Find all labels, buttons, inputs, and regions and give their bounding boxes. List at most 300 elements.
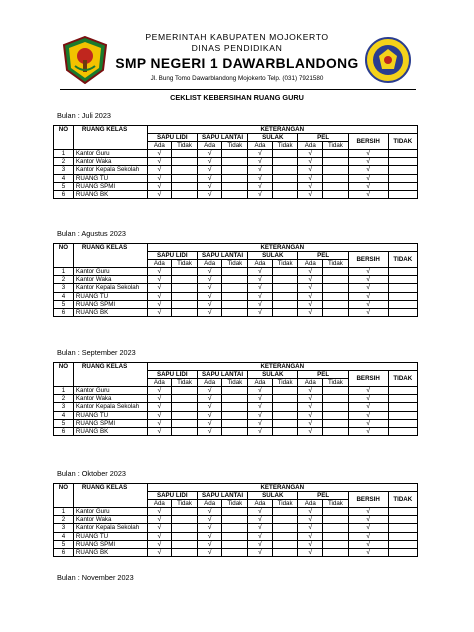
empty-cell [272,150,298,158]
check-mark: √ [147,411,172,419]
check-mark: √ [147,387,172,395]
empty-cell [272,532,298,540]
check-mark: √ [147,268,172,276]
empty-cell [272,403,298,412]
check-mark: √ [248,395,273,403]
header-tidak-sub: Tidak [172,260,198,268]
check-mark: √ [298,174,323,182]
table-row [54,308,418,316]
empty-cell [172,395,198,403]
row-number: 4 [54,411,74,419]
check-mark: √ [348,403,388,412]
header-keterangan: KETERANGAN [147,363,417,371]
row-room-name: Kantor Guru [73,508,147,516]
month-label-footer: Bulan : November 2023 [57,573,134,582]
table-header-row [54,484,418,492]
header-ada: Ada [248,500,273,508]
empty-cell [388,387,417,395]
table-row [54,300,418,308]
row-number: 6 [54,548,74,556]
check-mark: √ [197,540,222,548]
table-row [54,403,418,412]
check-mark: √ [147,308,172,316]
check-mark: √ [248,548,273,556]
empty-cell [323,308,349,316]
check-mark: √ [298,276,323,284]
school-address: Jl. Bung Tomo Dawarblandong Mojokerto Telp. (031) 7921580 [150,75,324,82]
empty-cell [388,411,417,419]
empty-cell [272,524,298,533]
header-ada: Ada [298,500,323,508]
check-mark: √ [147,190,172,198]
table-row [54,524,418,533]
header-keterangan: KETERANGAN [147,244,417,252]
table-row [54,419,418,427]
empty-cell [172,284,198,293]
empty-cell [388,403,417,412]
check-mark: √ [348,190,388,198]
empty-cell [172,516,198,524]
row-number: 2 [54,276,74,284]
school-name: SMP NEGERI 1 DAWARBLANDONG [115,56,359,71]
header-pel: PEL [298,371,348,379]
row-number: 4 [54,174,74,182]
letterhead [62,30,414,90]
row-room-name: RUANG BK [73,427,147,435]
row-number: 5 [54,300,74,308]
empty-cell [323,284,349,293]
row-number: 2 [54,158,74,166]
empty-cell [222,427,248,435]
empty-cell [222,158,248,166]
empty-cell [388,276,417,284]
empty-cell [388,419,417,427]
check-mark: √ [348,427,388,435]
row-room-name: Kantor Waka [73,276,147,284]
header-sulak: SULAK [248,252,298,260]
table-row [54,276,418,284]
header-tidak-sub: Tidak [222,500,248,508]
table-row [54,158,418,166]
empty-cell [172,540,198,548]
check-mark: √ [298,268,323,276]
header-ada: Ada [147,379,172,387]
empty-cell [388,427,417,435]
empty-cell [272,276,298,284]
check-mark: √ [197,532,222,540]
header-bersih: BERSIH [348,492,388,508]
empty-cell [172,308,198,316]
check-mark: √ [248,158,273,166]
empty-cell [323,150,349,158]
check-mark: √ [348,524,388,533]
header-line-government: PEMERINTAH KABUPATEN MOJOKERTO [145,32,329,42]
checklist-table [53,125,418,199]
empty-cell [222,395,248,403]
check-mark: √ [147,524,172,533]
check-mark: √ [298,524,323,533]
empty-cell [388,395,417,403]
check-mark: √ [348,395,388,403]
empty-cell [172,411,198,419]
check-mark: √ [298,516,323,524]
check-mark: √ [348,411,388,419]
empty-cell [388,548,417,556]
table-row [54,411,418,419]
check-mark: √ [298,403,323,412]
header-tidak-sub: Tidak [272,500,298,508]
empty-cell [323,540,349,548]
check-mark: √ [147,508,172,516]
check-mark: √ [147,292,172,300]
check-mark: √ [298,308,323,316]
table-row [54,395,418,403]
check-mark: √ [298,508,323,516]
check-mark: √ [298,540,323,548]
empty-cell [388,268,417,276]
header-tidak-sub: Tidak [222,379,248,387]
header-room: RUANG KELAS [73,484,147,508]
header-sapu-lidi: SAPU LIDI [147,492,197,500]
check-mark: √ [147,166,172,175]
header-ada: Ada [298,379,323,387]
empty-cell [323,268,349,276]
empty-cell [323,300,349,308]
row-number: 2 [54,516,74,524]
empty-cell [222,387,248,395]
row-number: 5 [54,182,74,190]
empty-cell [272,268,298,276]
header-pel: PEL [298,492,348,500]
row-number: 6 [54,308,74,316]
check-mark: √ [197,387,222,395]
check-mark: √ [348,276,388,284]
row-room-name: Kantor Guru [73,387,147,395]
table-row [54,292,418,300]
row-room-name: Kantor Kepala Sekolah [73,403,147,412]
header-ada: Ada [197,260,222,268]
empty-cell [222,411,248,419]
empty-cell [172,276,198,284]
empty-cell [222,524,248,533]
checklist-table [53,483,418,557]
check-mark: √ [147,158,172,166]
row-number: 4 [54,292,74,300]
empty-cell [388,516,417,524]
check-mark: √ [197,182,222,190]
header-tidak: TIDAK [388,252,417,268]
empty-cell [272,166,298,175]
empty-cell [172,524,198,533]
check-mark: √ [248,166,273,175]
header-tidak-sub: Tidak [272,142,298,150]
header-no: NO [54,126,74,150]
empty-cell [222,532,248,540]
check-mark: √ [197,276,222,284]
check-mark: √ [197,524,222,533]
empty-cell [222,540,248,548]
school-logo-icon [364,36,412,84]
empty-cell [272,182,298,190]
empty-cell [388,508,417,516]
empty-cell [323,508,349,516]
header-tidak: TIDAK [388,371,417,387]
check-mark: √ [348,158,388,166]
check-mark: √ [348,182,388,190]
check-mark: √ [298,395,323,403]
row-room-name: RUANG TU [73,532,147,540]
check-mark: √ [197,190,222,198]
check-mark: √ [348,150,388,158]
empty-cell [222,150,248,158]
header-tidak-sub: Tidak [272,379,298,387]
row-room-name: RUANG BK [73,190,147,198]
table-row [54,532,418,540]
checklist-table [53,243,418,317]
header-tidak-sub: Tidak [323,379,349,387]
header-tidak-sub: Tidak [272,260,298,268]
empty-cell [323,532,349,540]
check-mark: √ [348,284,388,293]
header-divider [60,89,416,90]
header-tidak-sub: Tidak [222,142,248,150]
header-ada: Ada [298,142,323,150]
month-label: Bulan : Oktober 2023 [57,469,126,478]
check-mark: √ [248,387,273,395]
table-row [54,174,418,182]
empty-cell [222,190,248,198]
check-mark: √ [197,166,222,175]
check-mark: √ [248,268,273,276]
header-sapu-lantai: SAPU LANTAI [197,252,247,260]
header-tidak-sub: Tidak [323,500,349,508]
header-sapu-lidi: SAPU LIDI [147,134,197,142]
empty-cell [172,532,198,540]
empty-cell [172,548,198,556]
empty-cell [323,411,349,419]
empty-cell [323,158,349,166]
row-number: 1 [54,508,74,516]
check-mark: √ [298,532,323,540]
empty-cell [172,387,198,395]
table-row [54,268,418,276]
check-mark: √ [348,548,388,556]
empty-cell [388,540,417,548]
empty-cell [388,532,417,540]
row-room-name: RUANG SPMI [73,540,147,548]
empty-cell [172,182,198,190]
check-mark: √ [147,532,172,540]
check-mark: √ [197,403,222,412]
month-label: Bulan : September 2023 [57,348,136,357]
check-mark: √ [147,516,172,524]
check-mark: √ [248,516,273,524]
header-tidak-sub: Tidak [172,142,198,150]
check-mark: √ [248,174,273,182]
empty-cell [388,292,417,300]
document-title: CEKLIST KEBERSIHAN RUANG GURU [170,93,304,102]
check-mark: √ [348,532,388,540]
empty-cell [272,308,298,316]
check-mark: √ [348,174,388,182]
month-label: Bulan : Agustus 2023 [57,229,126,238]
header-ada: Ada [248,379,273,387]
header-bersih: BERSIH [348,134,388,150]
empty-cell [172,427,198,435]
check-mark: √ [147,540,172,548]
row-room-name: Kantor Kepala Sekolah [73,284,147,293]
empty-cell [272,190,298,198]
empty-cell [272,300,298,308]
row-number: 2 [54,395,74,403]
header-sapu-lantai: SAPU LANTAI [197,134,247,142]
row-room-name: Kantor Kepala Sekolah [73,524,147,533]
empty-cell [222,300,248,308]
header-pel: PEL [298,134,348,142]
row-number: 6 [54,190,74,198]
empty-cell [172,300,198,308]
row-room-name: RUANG SPMI [73,300,147,308]
checklist-table [53,362,418,436]
empty-cell [323,174,349,182]
check-mark: √ [147,150,172,158]
check-mark: √ [298,284,323,293]
row-number: 1 [54,387,74,395]
check-mark: √ [248,308,273,316]
row-room-name: RUANG TU [73,292,147,300]
check-mark: √ [298,158,323,166]
check-mark: √ [348,516,388,524]
check-mark: √ [197,150,222,158]
empty-cell [323,524,349,533]
row-number: 3 [54,524,74,533]
month-label: Bulan : Juli 2023 [57,111,111,120]
header-sapu-lidi: SAPU LIDI [147,371,197,379]
check-mark: √ [248,190,273,198]
empty-cell [272,419,298,427]
empty-cell [272,540,298,548]
table-row [54,182,418,190]
check-mark: √ [197,268,222,276]
table-row [54,150,418,158]
check-mark: √ [348,540,388,548]
empty-cell [323,403,349,412]
header-sulak: SULAK [248,371,298,379]
check-mark: √ [248,284,273,293]
empty-cell [388,308,417,316]
check-mark: √ [348,387,388,395]
empty-cell [323,548,349,556]
check-mark: √ [248,276,273,284]
check-mark: √ [147,395,172,403]
table-row [54,540,418,548]
empty-cell [272,508,298,516]
check-mark: √ [248,403,273,412]
check-mark: √ [248,292,273,300]
header-keterangan: KETERANGAN [147,484,417,492]
empty-cell [272,516,298,524]
check-mark: √ [197,300,222,308]
empty-cell [388,300,417,308]
empty-cell [272,427,298,435]
check-mark: √ [197,284,222,293]
check-mark: √ [147,427,172,435]
header-bersih: BERSIH [348,371,388,387]
table-row [54,387,418,395]
empty-cell [222,508,248,516]
empty-cell [323,190,349,198]
empty-cell [323,419,349,427]
table-row [54,548,418,556]
header-sapu-lantai: SAPU LANTAI [197,371,247,379]
check-mark: √ [298,419,323,427]
empty-cell [272,158,298,166]
empty-cell [323,292,349,300]
check-mark: √ [248,427,273,435]
empty-cell [272,395,298,403]
header-pel: PEL [298,252,348,260]
empty-cell [388,174,417,182]
empty-cell [323,387,349,395]
empty-cell [222,276,248,284]
header-bersih: BERSIH [348,252,388,268]
header-room: RUANG KELAS [73,126,147,150]
table-row [54,516,418,524]
empty-cell [172,403,198,412]
empty-cell [222,516,248,524]
row-room-name: RUANG TU [73,411,147,419]
empty-cell [272,548,298,556]
row-number: 6 [54,427,74,435]
check-mark: √ [248,524,273,533]
header-ada: Ada [147,142,172,150]
empty-cell [272,292,298,300]
header-keterangan: KETERANGAN [147,126,417,134]
check-mark: √ [348,300,388,308]
empty-cell [222,403,248,412]
empty-cell [272,174,298,182]
empty-cell [172,268,198,276]
header-ada: Ada [147,500,172,508]
header-ada: Ada [248,260,273,268]
check-mark: √ [248,419,273,427]
header-line-department: DINAS PENDIDIKAN [191,43,283,53]
table-header-row [54,244,418,252]
check-mark: √ [248,150,273,158]
row-number: 5 [54,540,74,548]
check-mark: √ [147,403,172,412]
header-sulak: SULAK [248,134,298,142]
check-mark: √ [197,427,222,435]
empty-cell [222,292,248,300]
empty-cell [222,174,248,182]
check-mark: √ [197,548,222,556]
check-mark: √ [248,540,273,548]
check-mark: √ [197,508,222,516]
header-tidak-sub: Tidak [172,379,198,387]
empty-cell [323,395,349,403]
row-room-name: Kantor Guru [73,150,147,158]
check-mark: √ [348,308,388,316]
check-mark: √ [248,508,273,516]
row-room-name: Kantor Waka [73,158,147,166]
check-mark: √ [348,268,388,276]
row-room-name: Kantor Kepala Sekolah [73,166,147,175]
empty-cell [272,411,298,419]
empty-cell [388,150,417,158]
check-mark: √ [197,174,222,182]
row-room-name: RUANG BK [73,548,147,556]
